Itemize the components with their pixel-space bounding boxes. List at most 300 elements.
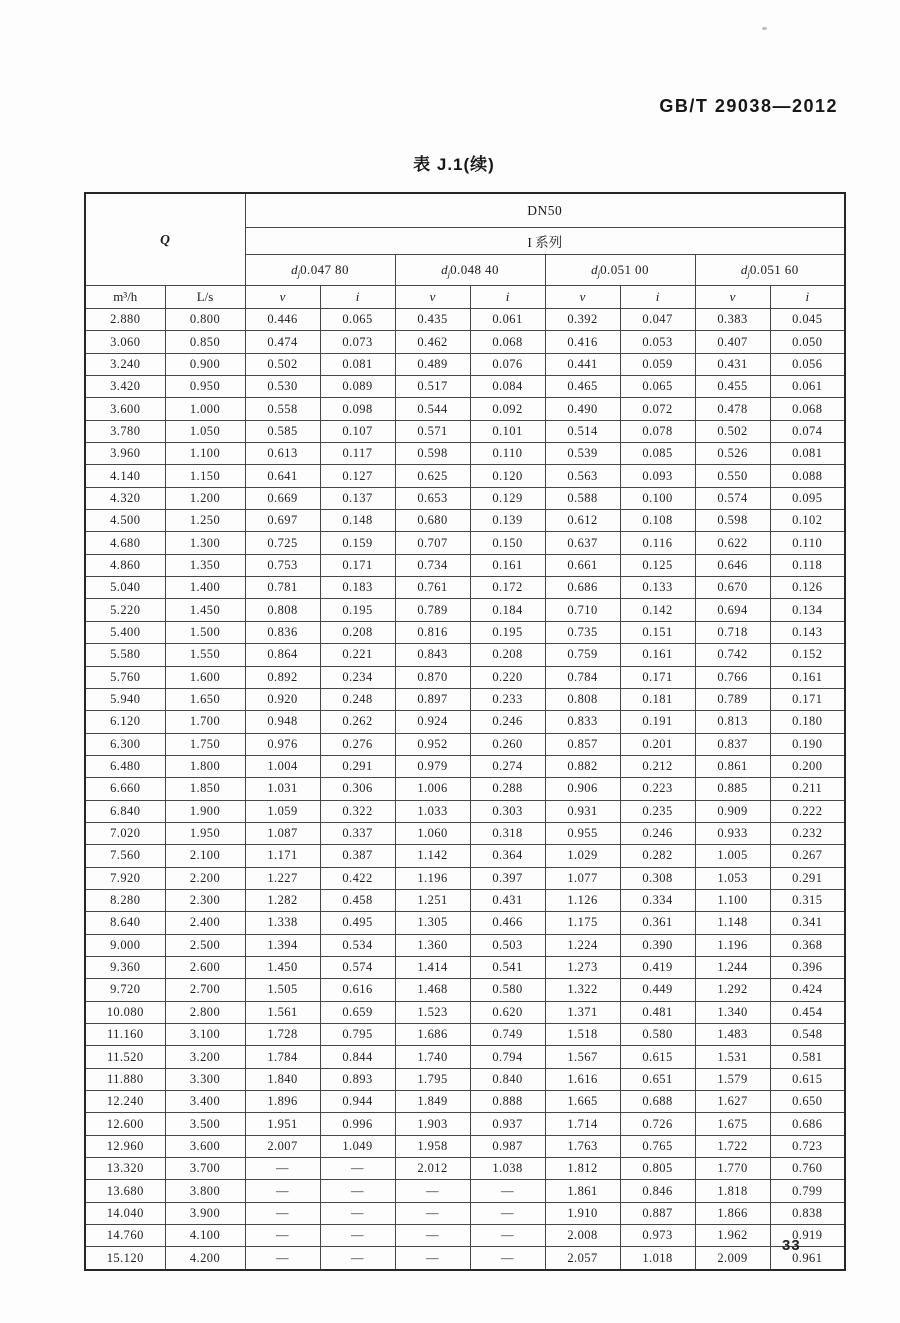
velocity-cell: 0.766 xyxy=(695,666,770,688)
d-subscript: j xyxy=(297,268,301,279)
table-row xyxy=(85,1202,845,1224)
velocity-cell: 0.843 xyxy=(395,644,470,666)
gradient-cell: 0.390 xyxy=(620,934,695,956)
gradient-cell: 0.171 xyxy=(320,554,395,576)
table-row xyxy=(85,1068,845,1090)
velocity-cell: 2.008 xyxy=(545,1225,620,1247)
gradient-cell: 0.172 xyxy=(470,577,545,599)
table-row xyxy=(85,800,845,822)
table-row xyxy=(85,845,845,867)
velocity-cell: 1.305 xyxy=(395,912,470,934)
d-subscript: j xyxy=(447,268,451,279)
dn-header: DN50 xyxy=(245,193,845,228)
velocity-cell: 0.435 xyxy=(395,309,470,331)
velocity-cell: 1.029 xyxy=(545,845,620,867)
gradient-cell: 0.152 xyxy=(770,644,845,666)
gradient-cell: — xyxy=(320,1202,395,1224)
flow-ls-cell: 1.900 xyxy=(165,800,245,822)
velocity-cell: 0.502 xyxy=(245,353,320,375)
flow-ls-cell: 2.400 xyxy=(165,912,245,934)
table-row xyxy=(85,465,845,487)
gradient-cell: 0.081 xyxy=(320,353,395,375)
gradient-cell: 0.148 xyxy=(320,510,395,532)
gradient-cell: 0.098 xyxy=(320,398,395,420)
velocity-cell: 0.789 xyxy=(395,599,470,621)
velocity-cell: 1.728 xyxy=(245,1024,320,1046)
velocity-cell: 0.622 xyxy=(695,532,770,554)
gradient-cell: 0.117 xyxy=(320,443,395,465)
gradient-cell: 0.190 xyxy=(770,733,845,755)
velocity-cell: — xyxy=(395,1202,470,1224)
velocity-cell: 1.531 xyxy=(695,1046,770,1068)
gradient-cell: 0.996 xyxy=(320,1113,395,1135)
flow-ls-cell: 1.200 xyxy=(165,487,245,509)
velocity-cell: 1.006 xyxy=(395,778,470,800)
gradient-cell: 0.133 xyxy=(620,577,695,599)
gradient-cell: 0.065 xyxy=(320,309,395,331)
velocity-cell: 0.833 xyxy=(545,711,620,733)
gradient-header: i xyxy=(620,286,695,309)
gradient-cell: 0.072 xyxy=(620,398,695,420)
flow-m3h-cell: 3.240 xyxy=(85,353,165,375)
velocity-cell: 1.483 xyxy=(695,1024,770,1046)
velocity-cell: 0.897 xyxy=(395,688,470,710)
flow-m3h-cell: 3.600 xyxy=(85,398,165,420)
table-row xyxy=(85,956,845,978)
table-row xyxy=(85,1024,845,1046)
gradient-cell: 0.107 xyxy=(320,420,395,442)
velocity-cell: 0.431 xyxy=(695,353,770,375)
flow-m3h-cell: 11.880 xyxy=(85,1068,165,1090)
velocity-cell: 1.866 xyxy=(695,1202,770,1224)
flow-m3h-cell: 4.500 xyxy=(85,510,165,532)
velocity-cell: 0.526 xyxy=(695,443,770,465)
flow-ls-cell: 2.600 xyxy=(165,956,245,978)
table-row xyxy=(85,487,845,509)
velocity-cell: 2.009 xyxy=(695,1247,770,1270)
velocity-cell: 0.598 xyxy=(395,443,470,465)
velocity-cell: 0.669 xyxy=(245,487,320,509)
table-row xyxy=(85,755,845,777)
gradient-cell: — xyxy=(320,1225,395,1247)
velocity-cell: 0.718 xyxy=(695,621,770,643)
flow-ls-cell: 3.300 xyxy=(165,1068,245,1090)
gradient-cell: 0.078 xyxy=(620,420,695,442)
gradient-cell: 0.118 xyxy=(770,554,845,576)
gradient-cell: 0.183 xyxy=(320,577,395,599)
gradient-cell: 0.888 xyxy=(470,1091,545,1113)
velocity-cell: 0.558 xyxy=(245,398,320,420)
velocity-cell: 0.637 xyxy=(545,532,620,554)
table-row xyxy=(85,1046,845,1068)
gradient-cell: 0.085 xyxy=(620,443,695,465)
velocity-cell: 1.770 xyxy=(695,1158,770,1180)
gradient-cell: 0.081 xyxy=(770,443,845,465)
gradient-header: i xyxy=(770,286,845,309)
gradient-cell: 0.221 xyxy=(320,644,395,666)
flow-m3h-cell: 5.400 xyxy=(85,621,165,643)
d-value: 0.048 40 xyxy=(450,261,499,277)
velocity-cell: 0.517 xyxy=(395,376,470,398)
gradient-cell: 0.212 xyxy=(620,755,695,777)
flow-q-header: Q xyxy=(85,193,245,286)
gradient-cell: 0.893 xyxy=(320,1068,395,1090)
gradient-cell: 0.233 xyxy=(470,688,545,710)
velocity-cell: 0.882 xyxy=(545,755,620,777)
flow-m3h-cell: 6.660 xyxy=(85,778,165,800)
flow-m3h-cell: 6.480 xyxy=(85,755,165,777)
gradient-cell: 0.116 xyxy=(620,532,695,554)
gradient-cell: 0.838 xyxy=(770,1202,845,1224)
gradient-cell: 0.846 xyxy=(620,1180,695,1202)
velocity-cell: 0.955 xyxy=(545,822,620,844)
velocity-cell: 0.948 xyxy=(245,711,320,733)
velocity-cell: 1.714 xyxy=(545,1113,620,1135)
velocity-cell: 1.523 xyxy=(395,1001,470,1023)
diameter-header-2 xyxy=(395,255,545,286)
velocity-cell: 1.686 xyxy=(395,1024,470,1046)
velocity-cell: 0.455 xyxy=(695,376,770,398)
velocity-cell: — xyxy=(245,1158,320,1180)
velocity-cell: 1.148 xyxy=(695,912,770,934)
flow-m3h-cell: 9.000 xyxy=(85,934,165,956)
flow-m3h-cell: 8.640 xyxy=(85,912,165,934)
velocity-cell: 0.585 xyxy=(245,420,320,442)
velocity-cell: 0.571 xyxy=(395,420,470,442)
velocity-cell: 0.392 xyxy=(545,309,620,331)
header-row-units xyxy=(85,286,845,309)
velocity-cell: 0.407 xyxy=(695,331,770,353)
flow-m3h-cell: 3.960 xyxy=(85,443,165,465)
gradient-cell: 0.495 xyxy=(320,912,395,934)
gradient-cell: 0.548 xyxy=(770,1024,845,1046)
table-row xyxy=(85,778,845,800)
gradient-cell: 0.181 xyxy=(620,688,695,710)
velocity-cell: 0.734 xyxy=(395,554,470,576)
gradient-cell: 0.688 xyxy=(620,1091,695,1113)
velocity-cell: 1.244 xyxy=(695,956,770,978)
velocity-cell: 2.007 xyxy=(245,1135,320,1157)
velocity-cell: 1.338 xyxy=(245,912,320,934)
gradient-cell: 0.580 xyxy=(620,1024,695,1046)
flow-m3h-cell: 4.140 xyxy=(85,465,165,487)
velocity-cell: 1.849 xyxy=(395,1091,470,1113)
velocity-cell: 0.933 xyxy=(695,822,770,844)
table-row xyxy=(85,1180,845,1202)
hydraulic-table-container xyxy=(84,192,846,1271)
flow-m3h-cell: 14.760 xyxy=(85,1225,165,1247)
velocity-cell: 1.077 xyxy=(545,867,620,889)
velocity-cell: 0.612 xyxy=(545,510,620,532)
flow-ls-cell: 3.700 xyxy=(165,1158,245,1180)
table-row xyxy=(85,934,845,956)
gradient-cell: 0.844 xyxy=(320,1046,395,1068)
flow-m3h-cell: 2.880 xyxy=(85,309,165,331)
gradient-cell: — xyxy=(320,1158,395,1180)
table-row xyxy=(85,1001,845,1023)
table-row xyxy=(85,621,845,643)
gradient-cell: 0.061 xyxy=(470,309,545,331)
gradient-cell: 0.334 xyxy=(620,889,695,911)
gradient-cell: 0.361 xyxy=(620,912,695,934)
scan-speck xyxy=(762,27,767,30)
flow-m3h-cell: 7.560 xyxy=(85,845,165,867)
flow-ls-cell: 1.250 xyxy=(165,510,245,532)
gradient-cell: 0.318 xyxy=(470,822,545,844)
d-value: 0.047 80 xyxy=(300,261,349,277)
velocity-cell: 0.646 xyxy=(695,554,770,576)
gradient-cell: 1.038 xyxy=(470,1158,545,1180)
velocity-cell: 0.857 xyxy=(545,733,620,755)
gradient-cell: — xyxy=(470,1225,545,1247)
flow-m3h-cell: 7.020 xyxy=(85,822,165,844)
gradient-cell: 0.449 xyxy=(620,979,695,1001)
velocity-cell: 0.465 xyxy=(545,376,620,398)
flow-ls-cell: 1.400 xyxy=(165,577,245,599)
gradient-cell: 0.534 xyxy=(320,934,395,956)
flow-m3h-cell: 13.320 xyxy=(85,1158,165,1180)
gradient-cell: 0.424 xyxy=(770,979,845,1001)
velocity-cell: 0.598 xyxy=(695,510,770,532)
gradient-cell: 0.180 xyxy=(770,711,845,733)
gradient-cell: 0.073 xyxy=(320,331,395,353)
gradient-cell: 1.018 xyxy=(620,1247,695,1270)
velocity-cell: 0.416 xyxy=(545,331,620,353)
velocity-cell: 1.518 xyxy=(545,1024,620,1046)
flow-m3h-cell: 13.680 xyxy=(85,1180,165,1202)
flow-m3h-cell: 14.040 xyxy=(85,1202,165,1224)
flow-ls-cell: 1.950 xyxy=(165,822,245,844)
velocity-cell: 0.892 xyxy=(245,666,320,688)
gradient-cell: 0.065 xyxy=(620,376,695,398)
gradient-cell: 0.274 xyxy=(470,755,545,777)
table-row xyxy=(85,711,845,733)
gradient-cell: 0.387 xyxy=(320,845,395,867)
velocity-cell: 0.707 xyxy=(395,532,470,554)
velocity-cell: 1.394 xyxy=(245,934,320,956)
gradient-cell: 0.101 xyxy=(470,420,545,442)
velocity-cell: 2.012 xyxy=(395,1158,470,1180)
gradient-cell: 0.102 xyxy=(770,510,845,532)
velocity-cell: 0.920 xyxy=(245,688,320,710)
velocity-cell: 0.530 xyxy=(245,376,320,398)
gradient-cell: 0.059 xyxy=(620,353,695,375)
flow-m3h-cell: 8.280 xyxy=(85,889,165,911)
velocity-cell: 0.383 xyxy=(695,309,770,331)
velocity-cell: 0.478 xyxy=(695,398,770,420)
gradient-cell: — xyxy=(470,1247,545,1270)
standard-number: GB/T 29038—2012 xyxy=(659,96,838,116)
gradient-cell: 0.211 xyxy=(770,778,845,800)
table-row xyxy=(85,1225,845,1247)
d-symbol: d xyxy=(291,261,298,277)
flow-ls-cell: 2.100 xyxy=(165,845,245,867)
velocity-cell: 0.446 xyxy=(245,309,320,331)
gradient-cell: 0.150 xyxy=(470,532,545,554)
flow-ls-cell: 2.700 xyxy=(165,979,245,1001)
flow-m3h-cell: 3.420 xyxy=(85,376,165,398)
table-row xyxy=(85,822,845,844)
page-number: 33 xyxy=(782,1237,801,1254)
flow-ls-cell: 1.750 xyxy=(165,733,245,755)
gradient-cell: 0.139 xyxy=(470,510,545,532)
gradient-cell: 0.137 xyxy=(320,487,395,509)
velocity-cell: 0.670 xyxy=(695,577,770,599)
gradient-cell: 0.322 xyxy=(320,800,395,822)
table-row xyxy=(85,979,845,1001)
velocity-cell: 0.725 xyxy=(245,532,320,554)
d-value: 0.051 00 xyxy=(600,261,649,277)
gradient-cell: 0.937 xyxy=(470,1113,545,1135)
velocity-cell: 0.588 xyxy=(545,487,620,509)
gradient-cell: 0.129 xyxy=(470,487,545,509)
flow-m3h-cell: 15.120 xyxy=(85,1247,165,1270)
velocity-cell: 1.100 xyxy=(695,889,770,911)
velocity-cell: — xyxy=(395,1180,470,1202)
gradient-cell: 0.068 xyxy=(470,331,545,353)
table-row xyxy=(85,889,845,911)
flow-ls-cell: 1.050 xyxy=(165,420,245,442)
velocity-cell: 1.053 xyxy=(695,867,770,889)
flow-ls-cell: 1.000 xyxy=(165,398,245,420)
velocity-cell: 0.784 xyxy=(545,666,620,688)
gradient-cell: 0.686 xyxy=(770,1113,845,1135)
flow-m3h-cell: 4.860 xyxy=(85,554,165,576)
velocity-cell: — xyxy=(245,1202,320,1224)
gradient-cell: 0.580 xyxy=(470,979,545,1001)
gradient-cell: 0.503 xyxy=(470,934,545,956)
velocity-cell: 1.795 xyxy=(395,1068,470,1090)
velocity-cell: 1.414 xyxy=(395,956,470,978)
gradient-cell: 0.068 xyxy=(770,398,845,420)
table-row xyxy=(85,644,845,666)
velocity-cell: 0.837 xyxy=(695,733,770,755)
velocity-cell: 0.861 xyxy=(695,755,770,777)
velocity-cell: 0.694 xyxy=(695,599,770,621)
flow-ls-cell: 3.800 xyxy=(165,1180,245,1202)
flow-ls-cell: 1.150 xyxy=(165,465,245,487)
gradient-cell: — xyxy=(470,1202,545,1224)
gradient-cell: 0.126 xyxy=(770,577,845,599)
flow-ls-cell: 2.500 xyxy=(165,934,245,956)
velocity-cell: 0.808 xyxy=(545,688,620,710)
velocity-cell: 0.816 xyxy=(395,621,470,643)
table-row xyxy=(85,510,845,532)
velocity-cell: 0.544 xyxy=(395,398,470,420)
velocity-cell: 2.057 xyxy=(545,1247,620,1270)
flow-m3h-cell: 5.580 xyxy=(85,644,165,666)
velocity-cell: 0.906 xyxy=(545,778,620,800)
gradient-cell: 0.171 xyxy=(770,688,845,710)
flow-m3h-cell: 9.360 xyxy=(85,956,165,978)
gradient-cell: 0.291 xyxy=(770,867,845,889)
gradient-cell: 0.765 xyxy=(620,1135,695,1157)
series-header: I 系列 xyxy=(245,228,845,255)
gradient-cell: 0.047 xyxy=(620,309,695,331)
gradient-cell: 0.093 xyxy=(620,465,695,487)
gradient-cell: 0.419 xyxy=(620,956,695,978)
gradient-cell: 0.616 xyxy=(320,979,395,1001)
gradient-cell: 0.987 xyxy=(470,1135,545,1157)
gradient-cell: 0.260 xyxy=(470,733,545,755)
flow-ls-cell: 3.900 xyxy=(165,1202,245,1224)
flow-ls-cell: 3.500 xyxy=(165,1113,245,1135)
gradient-cell: 0.061 xyxy=(770,376,845,398)
unit-m3h-header: m³/h xyxy=(85,286,165,309)
velocity-cell: 1.722 xyxy=(695,1135,770,1157)
table-row xyxy=(85,599,845,621)
table-row xyxy=(85,666,845,688)
gradient-cell: 0.799 xyxy=(770,1180,845,1202)
flow-ls-cell: 0.950 xyxy=(165,376,245,398)
gradient-cell: 0.092 xyxy=(470,398,545,420)
gradient-cell: 0.397 xyxy=(470,867,545,889)
velocity-cell: — xyxy=(395,1247,470,1270)
velocity-header: v xyxy=(545,286,620,309)
gradient-cell: 0.045 xyxy=(770,309,845,331)
velocity-cell: 1.818 xyxy=(695,1180,770,1202)
gradient-cell: 0.919 xyxy=(770,1225,845,1247)
velocity-cell: 1.468 xyxy=(395,979,470,1001)
flow-ls-cell: 2.200 xyxy=(165,867,245,889)
gradient-cell: 0.110 xyxy=(770,532,845,554)
flow-ls-cell: 4.100 xyxy=(165,1225,245,1247)
flow-m3h-cell: 5.220 xyxy=(85,599,165,621)
gradient-cell: 0.431 xyxy=(470,889,545,911)
velocity-cell: 0.924 xyxy=(395,711,470,733)
flow-m3h-cell: 5.040 xyxy=(85,577,165,599)
velocity-cell: 0.710 xyxy=(545,599,620,621)
flow-m3h-cell: 3.780 xyxy=(85,420,165,442)
gradient-cell: 0.466 xyxy=(470,912,545,934)
gradient-cell: 0.076 xyxy=(470,353,545,375)
gradient-cell: 0.161 xyxy=(620,644,695,666)
velocity-cell: 1.910 xyxy=(545,1202,620,1224)
gradient-cell: 0.143 xyxy=(770,621,845,643)
velocity-cell: 1.171 xyxy=(245,845,320,867)
velocity-cell: 1.142 xyxy=(395,845,470,867)
velocity-cell: 1.812 xyxy=(545,1158,620,1180)
velocity-cell: 1.031 xyxy=(245,778,320,800)
diameter-header-3 xyxy=(545,255,695,286)
velocity-cell: 0.686 xyxy=(545,577,620,599)
velocity-cell: 1.005 xyxy=(695,845,770,867)
flow-ls-cell: 2.800 xyxy=(165,1001,245,1023)
velocity-cell: 1.251 xyxy=(395,889,470,911)
gradient-cell: 0.248 xyxy=(320,688,395,710)
velocity-cell: 1.292 xyxy=(695,979,770,1001)
table-row xyxy=(85,398,845,420)
velocity-cell: 1.227 xyxy=(245,867,320,889)
velocity-cell: 1.033 xyxy=(395,800,470,822)
velocity-cell: 1.322 xyxy=(545,979,620,1001)
velocity-cell: 1.505 xyxy=(245,979,320,1001)
velocity-cell: 0.753 xyxy=(245,554,320,576)
velocity-cell: 0.976 xyxy=(245,733,320,755)
velocity-cell: 1.060 xyxy=(395,822,470,844)
velocity-cell: 1.579 xyxy=(695,1068,770,1090)
velocity-cell: 1.951 xyxy=(245,1113,320,1135)
velocity-cell: 1.450 xyxy=(245,956,320,978)
gradient-cell: 0.337 xyxy=(320,822,395,844)
velocity-cell: 0.759 xyxy=(545,644,620,666)
flow-m3h-cell: 4.320 xyxy=(85,487,165,509)
gradient-cell: 0.651 xyxy=(620,1068,695,1090)
flow-ls-cell: 3.600 xyxy=(165,1135,245,1157)
velocity-cell: 0.909 xyxy=(695,800,770,822)
gradient-cell: 0.422 xyxy=(320,867,395,889)
gradient-cell: 0.191 xyxy=(620,711,695,733)
